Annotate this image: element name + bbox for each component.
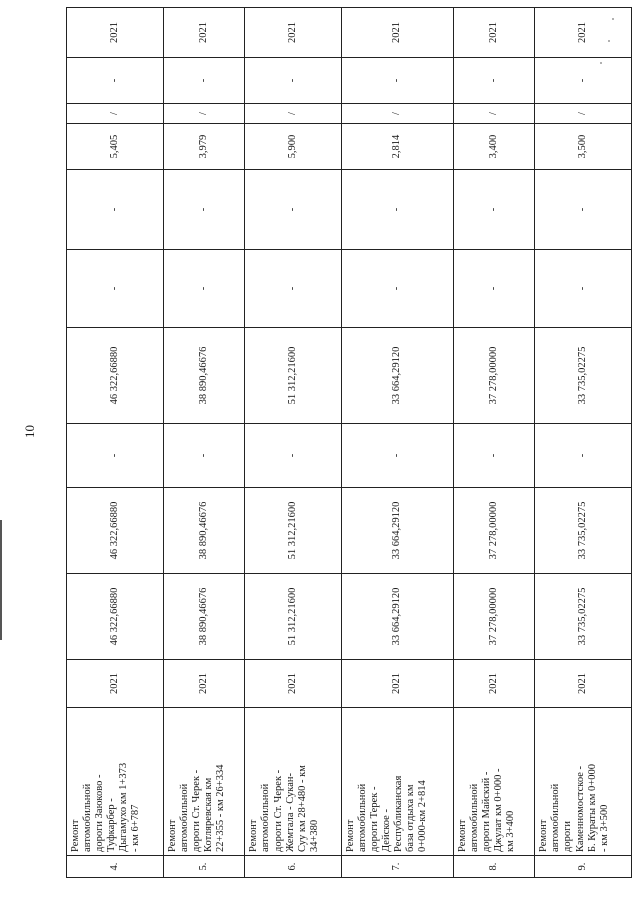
table-cell-no: 7. [342,856,454,878]
table-cell-c2: 46 322,66880 [67,488,164,574]
table-cell-c9: - [453,58,535,104]
table-cell-c3: - [342,424,454,488]
table-cell-no: 6. [245,856,342,878]
table-cell-no: 8. [453,856,535,878]
table-cell-c7: 5,405 [67,124,164,170]
table-cell-c2: 33 735,02275 [535,488,632,574]
table-row [67,8,164,878]
table-cell-c7: 3,500 [535,124,632,170]
table-cell-c6: - [245,170,342,250]
page-number: 10 [22,425,37,438]
table-cell-c6: - [342,170,454,250]
table-cell-c1: 33 735,02275 [535,574,632,660]
table-cell-year: 2021 [342,660,454,708]
rotated-table-wrapper [66,7,632,878]
table-cell-c8: / [342,104,454,124]
table-cell-c3: - [245,424,342,488]
table-cell-c4: 37 278,00000 [453,328,535,424]
table-cell-year: 2021 [453,660,535,708]
table-row [245,8,342,878]
table-cell-c6: - [535,170,632,250]
table-cell-c10: 2021 [535,8,632,58]
table-cell-c5: - [67,250,164,328]
table-cell-c2: 51 312,21600 [245,488,342,574]
table-row [342,8,454,878]
table-cell-c9: - [342,58,454,104]
table-cell-c10: 2021 [453,8,535,58]
table-cell-c4: 38 890,46676 [163,328,245,424]
table-row [163,8,245,878]
table-cell-c7: 3,979 [163,124,245,170]
table-cell-c6: - [163,170,245,250]
table-cell-c2: 33 664,29120 [342,488,454,574]
table-cell-c10: 2021 [163,8,245,58]
table-cell-c1: 37 278,00000 [453,574,535,660]
table-cell-year: 2021 [163,660,245,708]
table-cell-c7: 2,814 [342,124,454,170]
table-cell-c10: 2021 [67,8,164,58]
table-cell-c1: 51 312,21600 [245,574,342,660]
table-cell-c8: / [163,104,245,124]
table-cell-desc: Ремонт автомобильной дороги Терек - Дейское - Республиканская база отдыха км 0+000-км 2+814 [342,708,454,856]
binding-mark [0,520,2,640]
table-cell-c6: - [67,170,164,250]
table-cell-desc: Ремонт автомобильной дороги Майский - Джулат км 0+000 - км 3+400 [453,708,535,856]
table-cell-no: 5. [163,856,245,878]
table-cell-c8: / [245,104,342,124]
table-cell-desc: Ремонт автомобильной дороги Ст. Черек - Жемтала - Сукан- Суу км 28+480 - км 34+380 [245,708,342,856]
table-cell-c2: 38 890,46676 [163,488,245,574]
table-cell-c1: 33 664,29120 [342,574,454,660]
table-cell-c9: - [67,58,164,104]
table-cell-c5: - [453,250,535,328]
table-row [453,8,535,878]
table-cell-c4: 33 664,29120 [342,328,454,424]
table-cell-no: 4. [67,856,164,878]
table-cell-c1: 46 322,66880 [67,574,164,660]
table-cell-c9: - [163,58,245,104]
table-cell-c10: 2021 [245,8,342,58]
table-cell-no: 9. [535,856,632,878]
table-cell-c1: 38 890,46676 [163,574,245,660]
table-cell-c3: - [453,424,535,488]
table-cell-c3: - [67,424,164,488]
table-cell-c7: 3,400 [453,124,535,170]
table-cell-c5: - [535,250,632,328]
table-cell-c4: 33 735,02275 [535,328,632,424]
table-cell-c5: - [342,250,454,328]
table-cell-c5: - [163,250,245,328]
table-cell-c3: - [163,424,245,488]
table-cell-year: 2021 [535,660,632,708]
table-cell-desc: Ремонт автомобильной дороги Ст. Черек - Котляревская км 22+355 - км 26+334 [163,708,245,856]
table-cell-c2: 37 278,00000 [453,488,535,574]
table-cell-desc: Ремонт автомобильной дороги Заюково - Туфкарбер - Дыгамухо км 1+373 - км 6+787 [67,708,164,856]
table-cell-c8: / [67,104,164,124]
table-cell-c9: - [535,58,632,104]
table-cell-c4: 51 312,21600 [245,328,342,424]
table-cell-c4: 46 322,66880 [67,328,164,424]
table-cell-year: 2021 [67,660,164,708]
table-cell-c5: - [245,250,342,328]
roads-table [66,7,632,878]
table-cell-desc: Ремонт автомобильной дороги Каменномостское - Б. Кураты км 0+000 - км 3+500 [535,708,632,856]
table-cell-c8: / [535,104,632,124]
table-cell-c3: - [535,424,632,488]
table-cell-year: 2021 [245,660,342,708]
table-cell-c8: / [453,104,535,124]
table-cell-c7: 5,900 [245,124,342,170]
table-cell-c6: - [453,170,535,250]
table-row [535,8,632,878]
table-cell-c9: - [245,58,342,104]
table-cell-c10: 2021 [342,8,454,58]
